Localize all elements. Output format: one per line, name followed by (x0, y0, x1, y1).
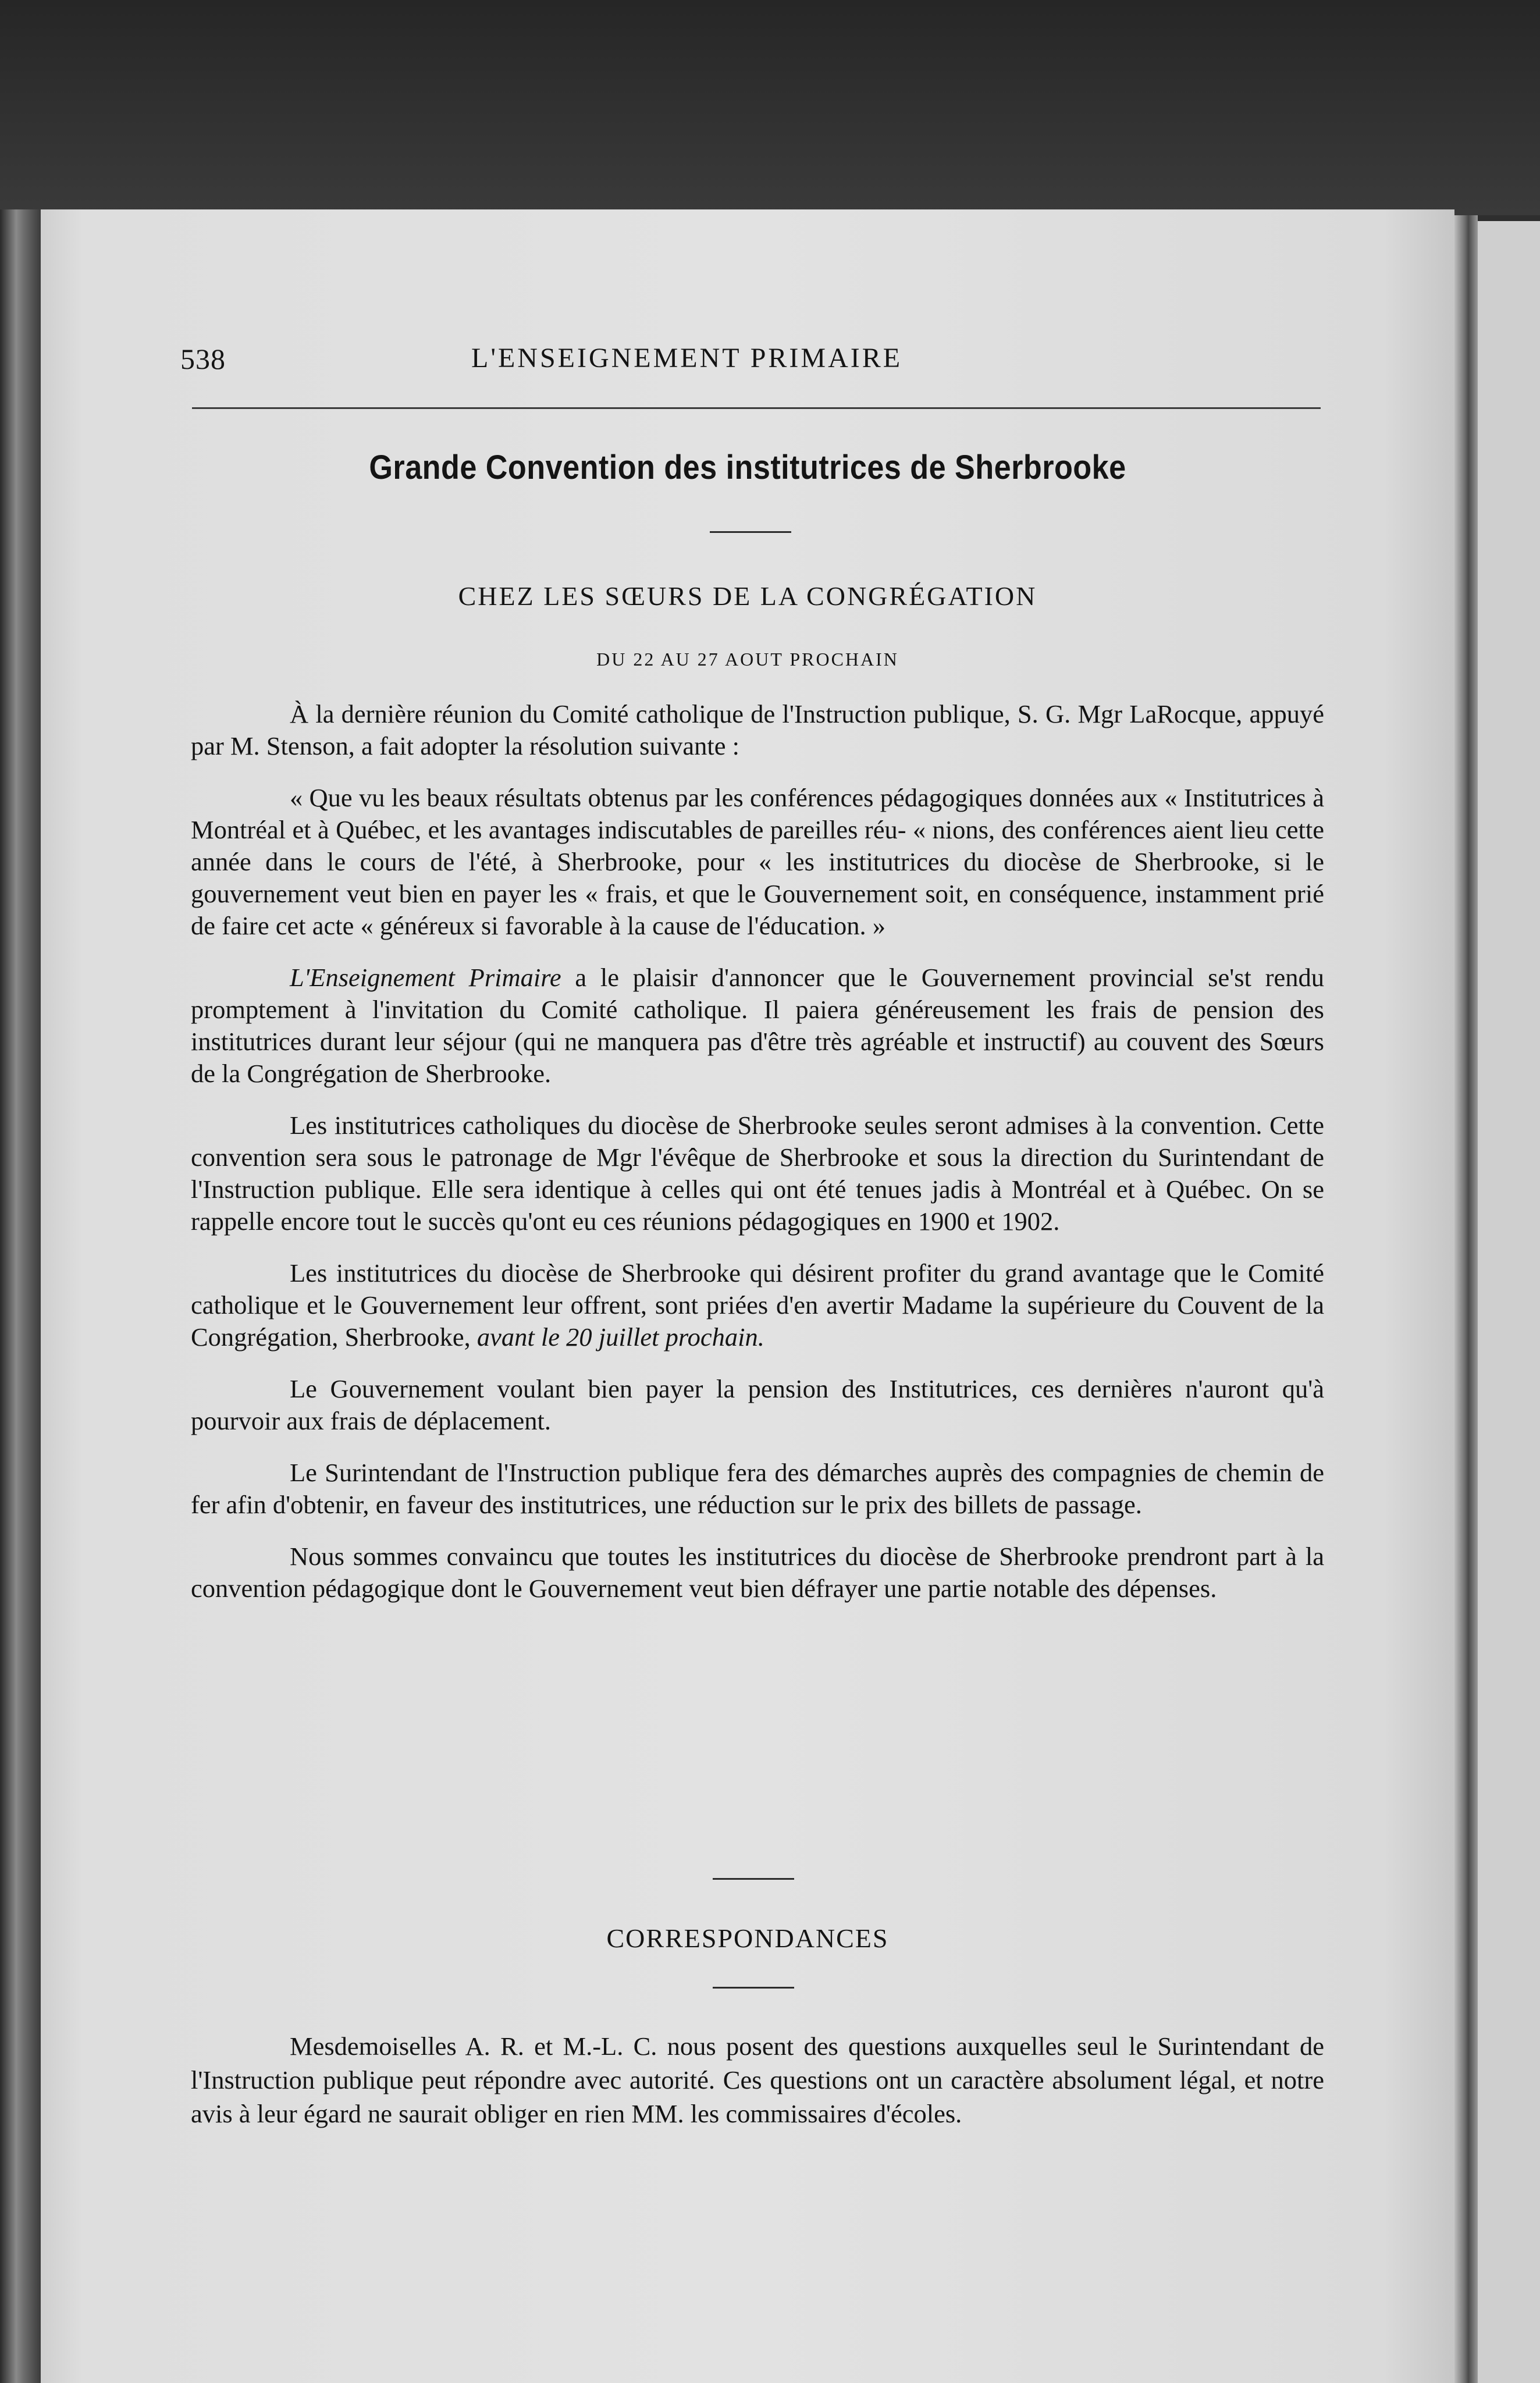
paragraph (191, 1257, 1324, 1353)
section-divider (713, 1987, 794, 1989)
paragraph: Le Gouvernement voulant bien payer la pension des Institutrices, ces dernières n'auront qu'à pourvoir aux frais de déplacement. (191, 1374, 1324, 1435)
book-page (41, 209, 1454, 2383)
paragraph: À la dernière réunion du Comité catholique de l'Instruction publique, S. G. Mgr LaRocque, appuyé par M. Stenson, a fait adopter la résolution suivante : (191, 699, 1324, 760)
article-subtitle: CHEZ LES SŒURS DE LA CONGRÉGATION (458, 581, 1037, 611)
neighbor-page-edge (1454, 215, 1478, 2383)
running-title: L'ENSEIGNEMENT PRIMAIRE (471, 343, 903, 374)
article-title: Grande Convention des institutrices de Sherbrooke (369, 449, 1126, 486)
section-title: CORRESPONDANCES (606, 1923, 889, 1953)
title-divider (710, 531, 791, 533)
paragraph: Le Surintendant de l'Instruction publique fera des démarches auprès des compagnies de chemin de fer afin d'obtenir, en faveur des institutrices, une réduction sur le prix des billets de passage. (191, 1458, 1324, 1519)
paragraph (191, 962, 1324, 1090)
scanner-background (0, 0, 1540, 215)
paragraph: Nous sommes convaincu que toutes les institutrices du diocèse de Sherbrooke prendront part à la convention pédagogique dont le Gouvernement veut bien défrayer une partie notable des dépenses. (191, 1542, 1324, 1603)
header-rule (192, 407, 1321, 409)
running-head (41, 342, 1454, 377)
article-dates: DU 22 AU 27 AOUT PROCHAIN (596, 649, 899, 670)
section-divider (713, 1878, 794, 1880)
correspondances-body (191, 2029, 1324, 2131)
paragraph-text: a le plaisir d'annoncer que le Gouvernement provincial se'st rendu promptement à l'invitation du Comité catholique. Il paiera généreusement les frais de pension des institutrices durant leur séjour (qui ne manquera pas d'être très agréable et instructif) au couvent des Sœurs de la Congrégation de Sherbrooke. (191, 963, 1324, 1088)
neighbor-page (1478, 221, 1540, 2383)
deadline-text: avant le 20 juillet prochain. (476, 1322, 764, 1351)
resolution-quote: « Que vu les beaux résultats obtenus par les conférences pédagogiques données aux « Institutrices à Montréal et à Québec, et les avantages indiscutables de pareilles réu- « nions, des conférences aient lieu cette année dans le cours de l'été, à Sherbrooke, pour « les institutrices du diocèse de Sherbrooke, si le gouvernement veut bien en payer les « frais, et que le Gouvernement soit, en conséquence, instamment prié de faire cet acte « généreux si favorable à la cause de l'éducation. » (191, 783, 1324, 940)
paragraph-text: Les institutrices du diocèse de Sherbrooke qui désirent profiter du grand avantage que le Comité catholique et le Gouvernement leur offrent, sont priées d'en avertir Madame la supérieure du Couvent de la Congrégation, Sherbrooke, (191, 1258, 1324, 1351)
paragraph: Les institutrices catholiques du diocèse de Sherbrooke seules seront admises à la convention. Cette convention sera sous le patronage de Mgr l'évêque de Sherbrooke et sous la direction du Surintendant de l'Instruction publique. Elle sera identique à celles qui ont été tenues jadis à Montréal et à Québec. On se rappelle encore tout le succès qu'ont eu ces réunions pédagogiques en 1900 et 1902. (191, 1111, 1324, 1236)
article-body (191, 698, 1324, 1624)
paragraph: Mesdemoiselles A. R. et M.-L. C. nous posent des questions auxquelles seul le Surintendant de l'Instruction publique peut répondre avec autorité. Ces questions ont un caractère absolument légal, et notre avis à leur égard ne saurait obliger en rien MM. les commissaires d'écoles. (191, 2032, 1324, 2128)
page-number: 538 (180, 343, 226, 375)
journal-name: L'Enseignement Primaire (290, 963, 561, 992)
book-spine (0, 209, 41, 2383)
